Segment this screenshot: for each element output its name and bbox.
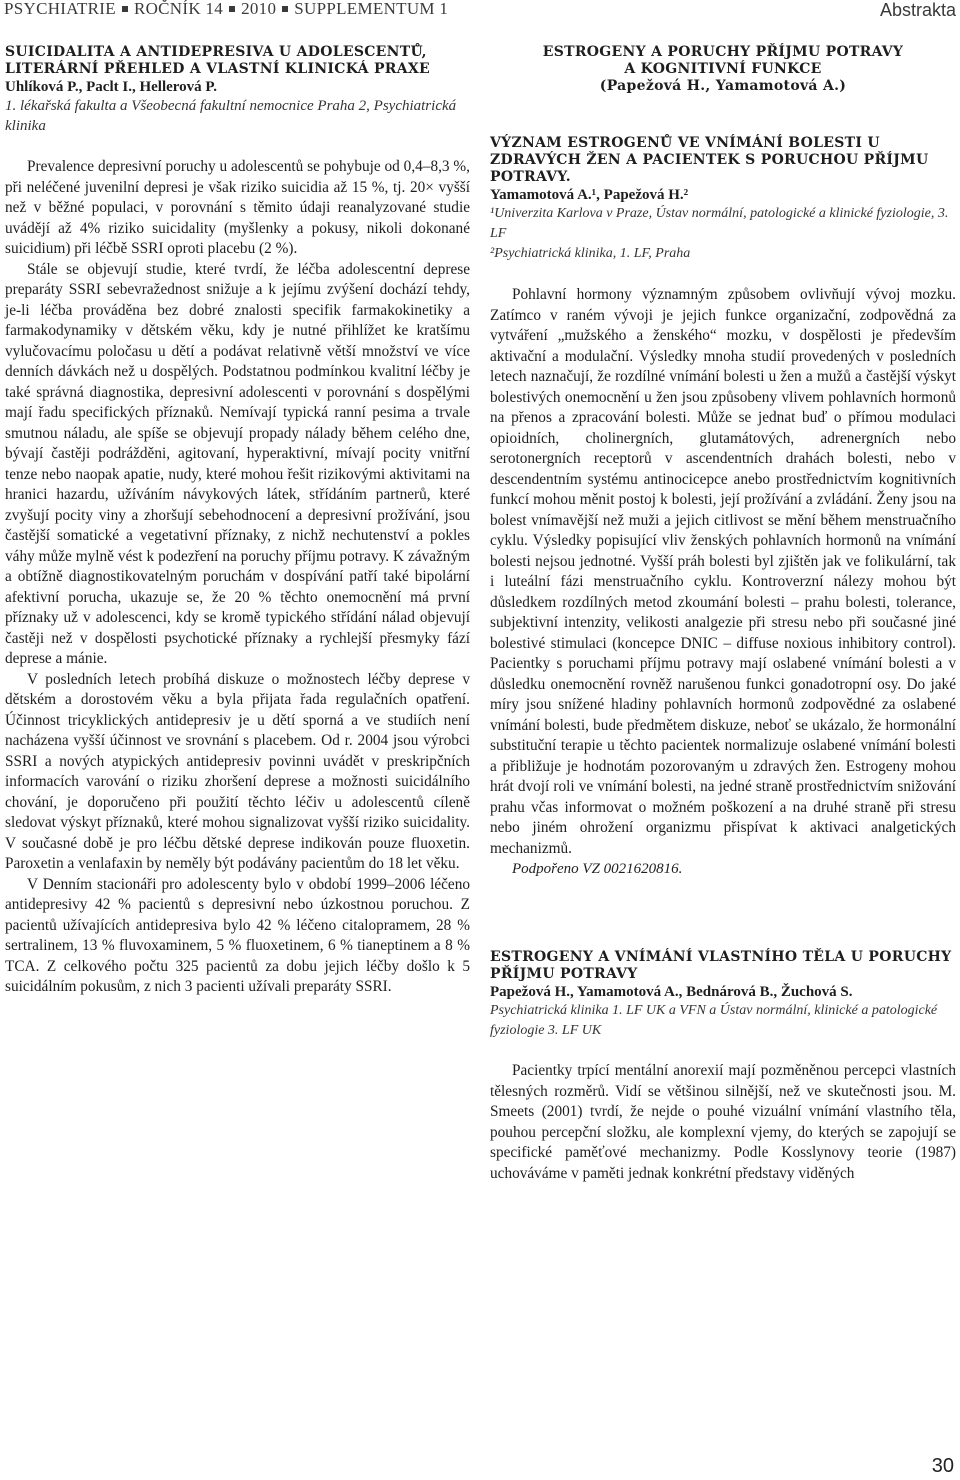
separator-square-icon — [122, 6, 128, 12]
article-title: SUICIDALITA A ANTIDEPRESIVA U ADOLESCENTŮ, LITERÁRNÍ PŘEHLED A VLASTNÍ KLINICKÁ PRAXE — [5, 44, 431, 77]
body-paragraph: Pohlavní hormony významným způsobem ovlivňují vývoj mozku. Zatímco v raném vývoji je jejich funkce organizační, zodpovědná za vytváření „mužského a ženského“ mozku, v dospělosti je především aktivační a modulační. Výsledky mnoha studií provedených v posledních letech naznačují, že rozdílné vnímání bolesti u žen a mužů a častější výskyt bolestivých onemocnění u žen jsou způsobeny vlivem pohlavních hormonů na přenos a zpracování bolesti. Může se jednat buď o přímou modulaci opioidních, cholinergních, glutamátových, adrenergních nebo serotonergních receptorů v ascendentních drahách bolesti, nebo v descendentním systému antinocicepce anebo prostřednictvím kognitivních funkcí mohou měnit postoj k bolesti, její prožívání a zvládání. Ženy jsou na bolest vnímavější než muži a jejich citlivost se mění během menstruačního cyklu. Výsledky popisující vliv ženských pohlavních hormonů na vnímání bolesti nejsou jednotné. Vyšší práh bolesti byl zjištěn jak ve folikulární, tak i luteální fázi menstruačního cyklu. Kontroverzní nálezy mohou být důsledkem rozdílných metod zkoumání bolesti – prahu bolesti, tolerance, subjektivní intenzity, velikosti analgezie při stresu nebo při současné jiné bolestivé stimulaci (koncepce DNIC – diffuse noxious inhibitory control). Pacientky s poruchami příjmu potravy mají oslabené vnímání bolesti a v důsledku onemocnění rovněž narušenou funkci gonadotropní osy. Do jaké míry jsou snížené hladiny pohlavních hormonů zodpovědné za oslabené vnímání bolesti, bude předmětem diskuze, neboť se ukázalo, že hormonální substituční terapie u těchto pacientek normalizuje oslabené vnímání bolesti a přibližuje je hodnotám pozorovaným u zdravých žen. Estrogeny mohou hrát dvojí roli ve vnímání bolesti, na jedné straně prostřednictvím snižování prahu včas informovat o možném poškození a na druhé straně při stresu nebo jiném ohrožení organizmu přispívat k aktivaci analgetických mechanizmů. — [490, 286, 956, 857]
article-affiliation: ¹Univerzita Karlova v Praze, Ústav normální, patologické a klinické fyziologie, 3. LF — [490, 206, 949, 241]
article-authors: Yamamotová A.¹, Papežová H.² — [490, 187, 689, 203]
article-authors: Uhlíková P., Paclt I., Hellerová P. — [5, 79, 217, 95]
body-paragraph: Pacientky trpící mentální anorexií mají pozměněnou percepci vlastních tělesných rozměrů. Vidí se většinou silnější, než ve skutečnosti jsou. M. Smeets (2001) tvrdí, že nejde o pouhé vizuální vnímání vlastního těla, pouhou percepční složku, ale komplexní vjemy, do kterých se zapojují se specifické paměťové mechanizmy. Podle Kosslynovy teorie (1987) uchováváme v paměti jednak konkrétní představy viděných — [490, 1062, 956, 1182]
article-title: VÝZNAM ESTROGENŮ VE VNÍMÁNÍ BOLESTI U ZDRAVÝCH ŽEN A PACIENTEK S PORUCHOU PŘÍJMU POTRAVY. — [490, 135, 929, 185]
supplement-label: SUPPLEMENTUM 1 — [294, 0, 449, 18]
article-authors: Papežová H., Yamamotová A., Bednárová B., Žuchová S. — [490, 984, 853, 1000]
running-header — [0, 0, 960, 28]
body-paragraph: V posledních letech probíhá diskuze o možnostech léčby deprese v dětském a dorostovém věku a byla přijata řada regulačních opatření. Účinnost tricyklických antidepresiv je u dětí sporná a ve studiích není nacházena vyšší účinnost ve srovnání s placebem. Od r. 2004 jsou výrobci SSRI a nových atypických antidepresiv povinni uvádět v preskripčních informacích varování o riziku zhoršení deprese a možnosti suicidálního chování, je doporučeno při použití těchto léčiv u adolescentů cíleně sledovat výskyt příznaků, které mohou signalizovat vyšší riziko suicidality. V současné době je pro léčbu dětské deprese indikován pouze fluoxetin. Paroxetin a venlafaxin by neměly být podávány pacientům do 18 let věku. — [5, 670, 470, 872]
article-affiliation: 1. lékařská fakulta a Všeobecná fakultní nemocnice Praha 2, Psychiatrická klinika — [5, 98, 457, 134]
body-paragraph: Prevalence depresivní poruchy u adolescentů se pohybuje od 0,4–8,3 %, při neléčené juvenilní depresi je však riziko suicidia až 15 %, tj. 20× vyšší než v běžné populaci, v porovnání s těmito údaji reanalyzované studie uvádějí až 4% riziko suicidality (myšlenky a pokusy, nikoli dokonané suicidium) při léčbě SSRI oproti placebu (2 %). — [5, 158, 470, 257]
body-paragraph: V Denním stacionáři pro adolescenty bylo v období 1999–2006 léčeno antidepresivy 42 % pacientů s depresivní nebo úzkostnou poruchou. Z pacientů užívajících antidepresiva bylo 42 % léčeno citalopramem, 28 % sertralinem, 13 % fluvoxaminem, 5 % fluoxetinem, 6 % tianeptinem a 8 % TCA. Z celkového počtu 325 pacientů za dobu jejich léčby došlo k 5 suicidálním pokusům, z nich 3 pacienti užívali preparáty SSRI. — [5, 875, 470, 995]
title-line: ESTROGENY A PORUCHY PŘÍJMU POTRAVY — [542, 44, 904, 60]
journal-name: PSYCHIATRIE — [4, 0, 116, 18]
body-paragraph: Stále se objevují studie, které tvrdí, že léčba adolescentní deprese preparáty SSRI sebevražednost snižuje a k jejímu zvýšení dochází tehdy, je-li léčba prováděna bez dobré znalosti specifik farmakokinetiky a farmakodynamiky v dětském věku, kdy je nutné přihlížet ke kratšímu vylučovacímu poločasu u dětí a podávat relativně větší množství ve více denních dávkách než u dospělých. Podstatnou podmínkou kvalitní léčby je také správná diagnostika, depresivní adolescenti v porovnání s dospělými mají řadu specifických příznaků. Nemívají typická ranní pesima a trvale smutnou náladu, ale spíše se objevují propady nálady během celého dne, bývají častěji podrážděni, agitovaní, hyperaktivní, mívají pocity vnitřní tenze nebo naopak apatie, nudy, které mohou řešit rizikovými aktivitami na hranici hazardu, užíváním návykových látek, střídáním partnerů, které zvyšují pocity viny a zhoršují sebehodnocení a depresivní prožívání, jsou častější somatické a vegetativní příznaky, z nichž nechutenství a pokles váhy může mylně vést k podezření na poruchy příjmu potravy. K závažným a obtížně diagnostikovatelným poruchám v dospívání patří také bipolární afektivní porucha, ukazuje se, že 20 % těchto onemocnění má první příznaky už v adolescenci, kdy se kromě typického střídání nálad objevují častěji než v dospělosti psychotické příznaky a rychlejší přesmyky fází deprese a mánie. — [5, 260, 470, 667]
title-line: A KOGNITIVNÍ FUNKCE — [624, 61, 822, 77]
year-label: 2010 — [241, 0, 277, 18]
article-title — [490, 44, 956, 95]
article-title: ESTROGENY A VNÍMÁNÍ VLASTNÍHO TĚLA U PORUCHY PŘÍJMU POTRAVY — [490, 949, 952, 982]
right-column — [490, 44, 956, 1184]
section-label: Abstrakta — [879, 0, 956, 20]
journal-header — [4, 0, 448, 19]
article-affiliation: ²Psychiatrická klinika, 1. LF, Praha — [490, 246, 691, 261]
volume-label: ROČNÍK 14 — [133, 0, 224, 18]
article-affiliation: Psychiatrická klinika 1. LF UK a VFN a Ústav normální, klinické a patologické fyziologie 3. LF UK — [490, 1003, 938, 1038]
separator-square-icon — [282, 6, 288, 12]
page-number: 30 — [931, 1455, 954, 1477]
separator-square-icon — [229, 6, 235, 12]
title-authors: (Papežová H., Yamamotová A.) — [599, 78, 847, 94]
left-column — [5, 44, 470, 998]
funding-note: Podpořeno VZ 0021620816. — [512, 861, 683, 877]
